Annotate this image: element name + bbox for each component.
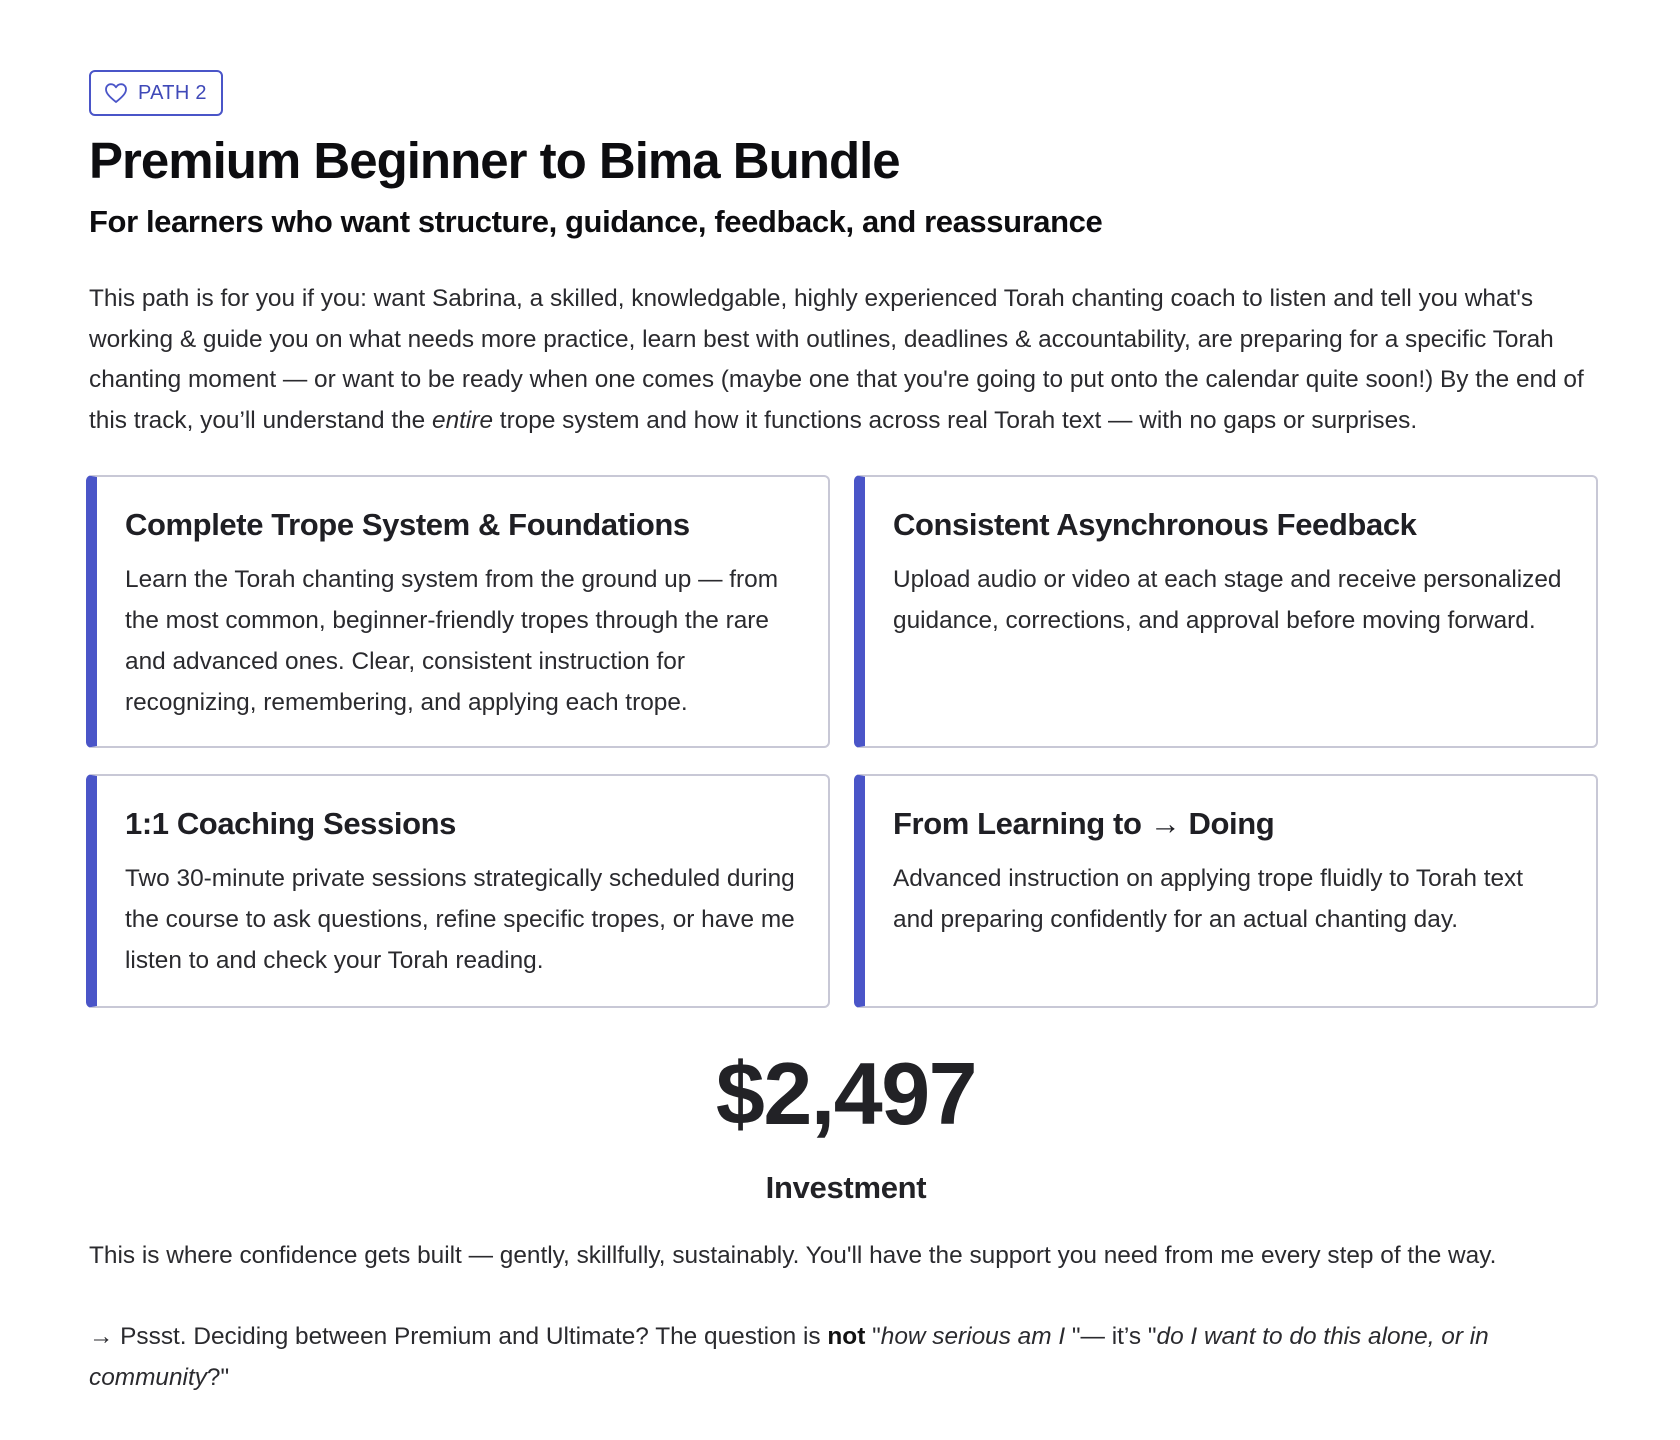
intro-text-end: trope system and how it functions across real Torah text — with no gaps or surprises. <box>493 406 1418 434</box>
path-badge <box>89 70 223 116</box>
feature-card-trope-system <box>86 475 830 748</box>
page-title: Premium Beginner to Bima Bundle <box>89 132 900 189</box>
feature-body: Advanced instruction on applying trope fluidly to Torah text and preparing confidently for an actual chanting day. <box>893 865 1524 933</box>
intro-paragraph <box>89 279 1603 441</box>
psst-note <box>89 1317 1603 1398</box>
psst-bold: not <box>827 1323 866 1350</box>
features-grid <box>86 475 1603 1008</box>
feature-body: Two 30-minute private sessions strategically scheduled during the course to ask questions, refine specific tropes, or have me listen to and check your Torah reading. <box>125 865 795 974</box>
heart-icon <box>104 82 128 104</box>
feature-card-coaching <box>86 774 830 1008</box>
intro-emphasis: entire <box>432 406 494 434</box>
feature-card-learning-to-doing <box>854 774 1598 1008</box>
page-subtitle: For learners who want structure, guidance, feedback, and reassurance <box>89 204 1103 239</box>
confidence-text: This is where confidence gets built — gently, skillfully, sustainably. You'll have the support you need from me every step of the way. <box>89 1242 1497 1269</box>
feature-card-async-feedback <box>854 475 1598 748</box>
feature-title: From Learning to → Doing <box>893 806 1275 841</box>
path-section <box>89 70 1603 1398</box>
psst-italic-2: do I want to do this alone, or in community <box>89 1323 1489 1391</box>
badge-label: PATH 2 <box>138 81 207 104</box>
feature-title: Consistent Asynchronous Feedback <box>893 507 1417 542</box>
price: $2,497 <box>715 1044 977 1143</box>
feature-body: Upload audio or video at each stage and receive personalized guidance, corrections, and approval before moving forward. <box>893 566 1562 634</box>
feature-title: Complete Trope System & Foundations <box>125 507 690 542</box>
price-label: Investment <box>765 1170 927 1205</box>
feature-body: Learn the Torah chanting system from the ground up — from the most common, beginner-friendly tropes through the rare and advanced ones. Clear, consistent instruction for recognizing, remembering, and applying each trope. <box>125 566 779 716</box>
intro-text-start: This path is for you if you: want Sabrina, a skilled, knowledgable, highly experienced Torah chanting coach to listen and tell you what's working & guide you on what needs more practice, learn best with outlines, deadlines & accountability, are preparing for a specific Torah chanting moment — or want to be ready when one comes (maybe one that you're going to put onto the calendar quite soon!) By the end of this track, you’ll understand the <box>89 285 1584 434</box>
psst-italic-1: how serious am I <box>880 1323 1066 1350</box>
psst-text-3: "— it’s " <box>1065 1323 1157 1350</box>
psst-text-2: " <box>865 1323 881 1350</box>
psst-text-4: ?" <box>206 1363 230 1391</box>
feature-title: 1:1 Coaching Sessions <box>125 806 456 841</box>
psst-text-1: → Pssst. Deciding between Premium and Ultimate? The question is <box>89 1323 828 1350</box>
